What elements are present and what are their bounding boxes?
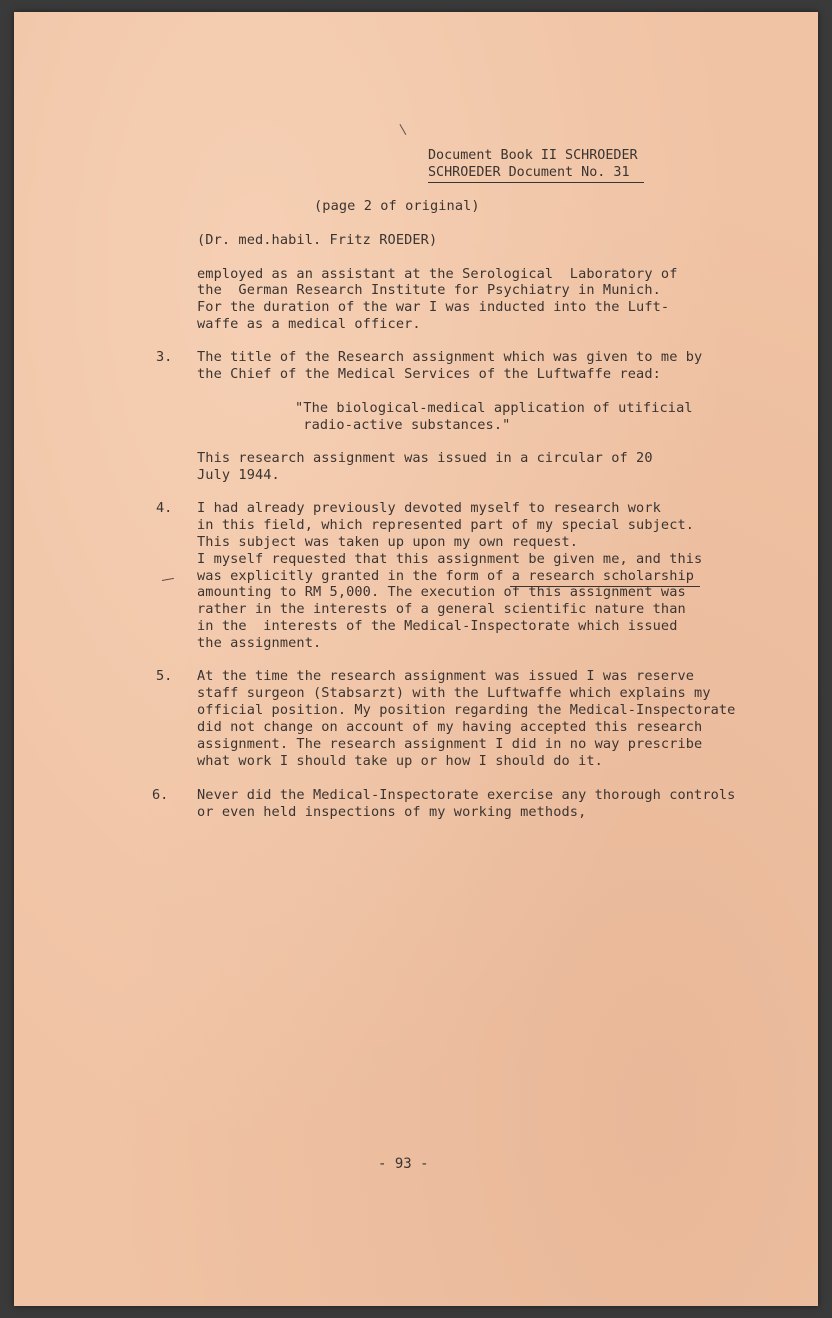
- document-page: [14, 12, 818, 1306]
- item-line: in this field, which represented part of my special subject.: [197, 517, 695, 533]
- item-line: This research assignment was issued in a circular of 20: [197, 450, 653, 466]
- doc-number-label: SCHROEDER Document No. 31: [428, 165, 630, 180]
- item-number: 5.: [156, 668, 173, 684]
- intro-line: For the duration of the war I was inducted into the Luft-: [197, 299, 670, 315]
- intro-line: waffe as a medical officer.: [197, 316, 421, 332]
- intro-line: the German Research Institute for Psychiatry in Munich.: [197, 282, 661, 298]
- item-line: amounting to RM 5,000. The execution of this assignment was: [197, 584, 686, 600]
- item-line: staff surgeon (Stabsarzt) with the Luftwaffe which explains my: [197, 685, 711, 701]
- item-line: At the time the research assignment was issued I was reserve: [197, 668, 695, 684]
- quote-line: radio-active substances.": [295, 417, 511, 433]
- item-number: 3.: [156, 349, 173, 365]
- item-line: or even held inspections of my working methods,: [197, 804, 587, 820]
- quote-line: "The biological-medical application of utificial: [295, 400, 693, 416]
- item-line: official position. My position regarding the Medical-Inspectorate: [197, 702, 736, 718]
- intro-line: employed as an assistant at the Serological Laboratory of: [197, 266, 678, 282]
- item-line: July 1944.: [197, 467, 280, 483]
- item-line: the assignment.: [197, 635, 322, 651]
- item-line: I myself requested that this assignment be given me, and this: [197, 551, 703, 567]
- item-line: rather in the interests of a general scientific nature than: [197, 601, 686, 617]
- item-line: was explicitly granted in the form of a research scholarship: [197, 568, 695, 584]
- doc-number-underline: [428, 182, 644, 183]
- item-line: did not change on account of my having accepted this research: [197, 719, 703, 735]
- item-line: assignment. The research assignment I did in no way prescribe: [197, 736, 703, 752]
- item-line: in the interests of the Medical-Inspectorate which issued: [197, 618, 678, 634]
- item-line: what work I should take up or how I should do it.: [197, 753, 603, 769]
- item-number: 6.: [152, 787, 169, 803]
- item-line: The title of the Research assignment which was given to me by: [197, 349, 703, 365]
- item-line: Never did the Medical-Inspectorate exercise any thorough controls: [197, 787, 736, 803]
- item-line: I had already previously devoted myself to research work: [197, 500, 661, 516]
- doc-book-label: Document Book II SCHROEDER: [428, 148, 638, 163]
- item-number: 4.: [156, 500, 173, 516]
- paper-mark: [399, 121, 411, 135]
- paper-scratch: [162, 578, 174, 581]
- item-line: the Chief of the Medical Services of the Luftwaffe read:: [197, 366, 661, 382]
- page-note: (page 2 of original): [314, 198, 480, 214]
- author-line: (Dr. med.habil. Fritz ROEDER): [197, 232, 438, 248]
- page-number: - 93 -: [378, 1156, 429, 1172]
- item-line: This subject was taken up upon my own request.: [197, 534, 579, 550]
